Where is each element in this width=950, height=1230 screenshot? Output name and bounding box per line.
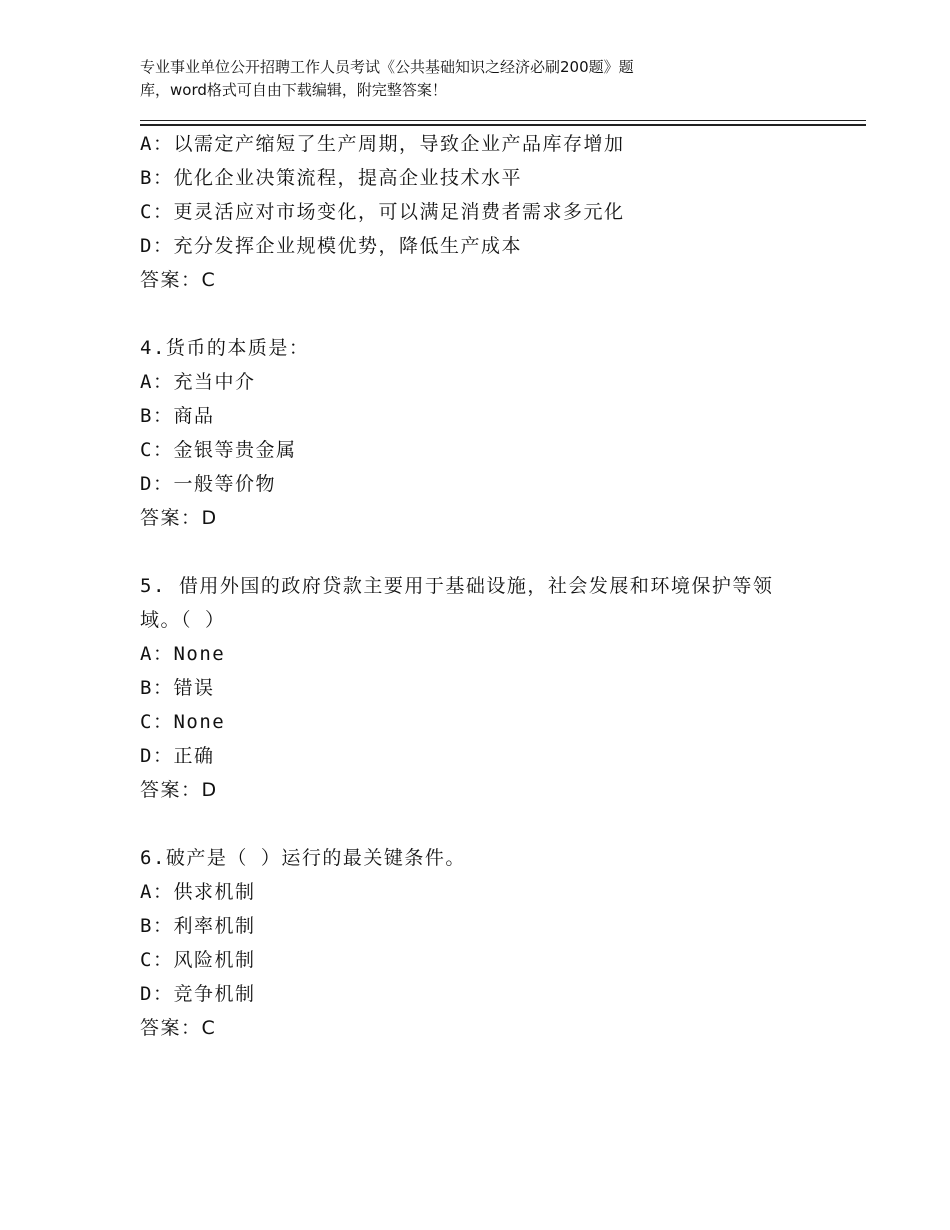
answer-line: 答案：D <box>140 507 218 529</box>
spacer <box>140 807 840 841</box>
option-b: B：商品 <box>140 405 215 427</box>
question-block-3 <box>140 127 840 297</box>
question-block-6 <box>140 841 840 1045</box>
option-d: D：一般等价物 <box>140 473 276 495</box>
option-a: A：充当中介 <box>140 371 256 393</box>
question-block-5 <box>140 569 840 807</box>
option-d: D：竞争机制 <box>140 983 256 1005</box>
document-header <box>140 56 780 102</box>
answer-line: 答案：C <box>140 269 217 291</box>
question-stem-line-2: 域。（ ） <box>140 609 226 631</box>
answer-line: 答案：C <box>140 1017 217 1039</box>
header-rule-thick <box>140 124 866 126</box>
spacer <box>140 297 840 331</box>
option-c: C：None <box>140 711 226 733</box>
option-d: D：正确 <box>140 745 215 767</box>
option-b: B：利率机制 <box>140 915 256 937</box>
question-list <box>140 127 840 1045</box>
option-c: C：金银等贵金属 <box>140 439 297 461</box>
question-stem: 6.破产是（ ）运行的最关键条件。 <box>140 847 466 869</box>
option-c: C：更灵活应对市场变化，可以满足消费者需求多元化 <box>140 201 625 223</box>
option-b: B：错误 <box>140 677 215 699</box>
option-a: A：供求机制 <box>140 881 256 903</box>
spacer <box>140 535 840 569</box>
question-block-4 <box>140 331 840 535</box>
option-a: A：以需定产缩短了生产周期，导致企业产品库存增加 <box>140 133 625 155</box>
question-stem: 4.货币的本质是： <box>140 337 310 359</box>
option-c: C：风险机制 <box>140 949 256 971</box>
answer-line: 答案：D <box>140 779 218 801</box>
header-title-line-1: 专业事业单位公开招聘工作人员考试《公共基础知识之经济必刷200题》题 <box>140 58 634 76</box>
header-title-line-2: 库，word格式可自由下载编辑，附完整答案！ <box>140 81 447 99</box>
question-stem-line-1: 5. 借用外国的政府贷款主要用于基础设施，社会发展和环境保护等领 <box>140 575 774 597</box>
option-b: B：优化企业决策流程，提高企业技术水平 <box>140 167 522 189</box>
header-rule-thin <box>140 120 866 121</box>
option-a: A：None <box>140 643 226 665</box>
option-d: D：充分发挥企业规模优势，降低生产成本 <box>140 235 522 257</box>
